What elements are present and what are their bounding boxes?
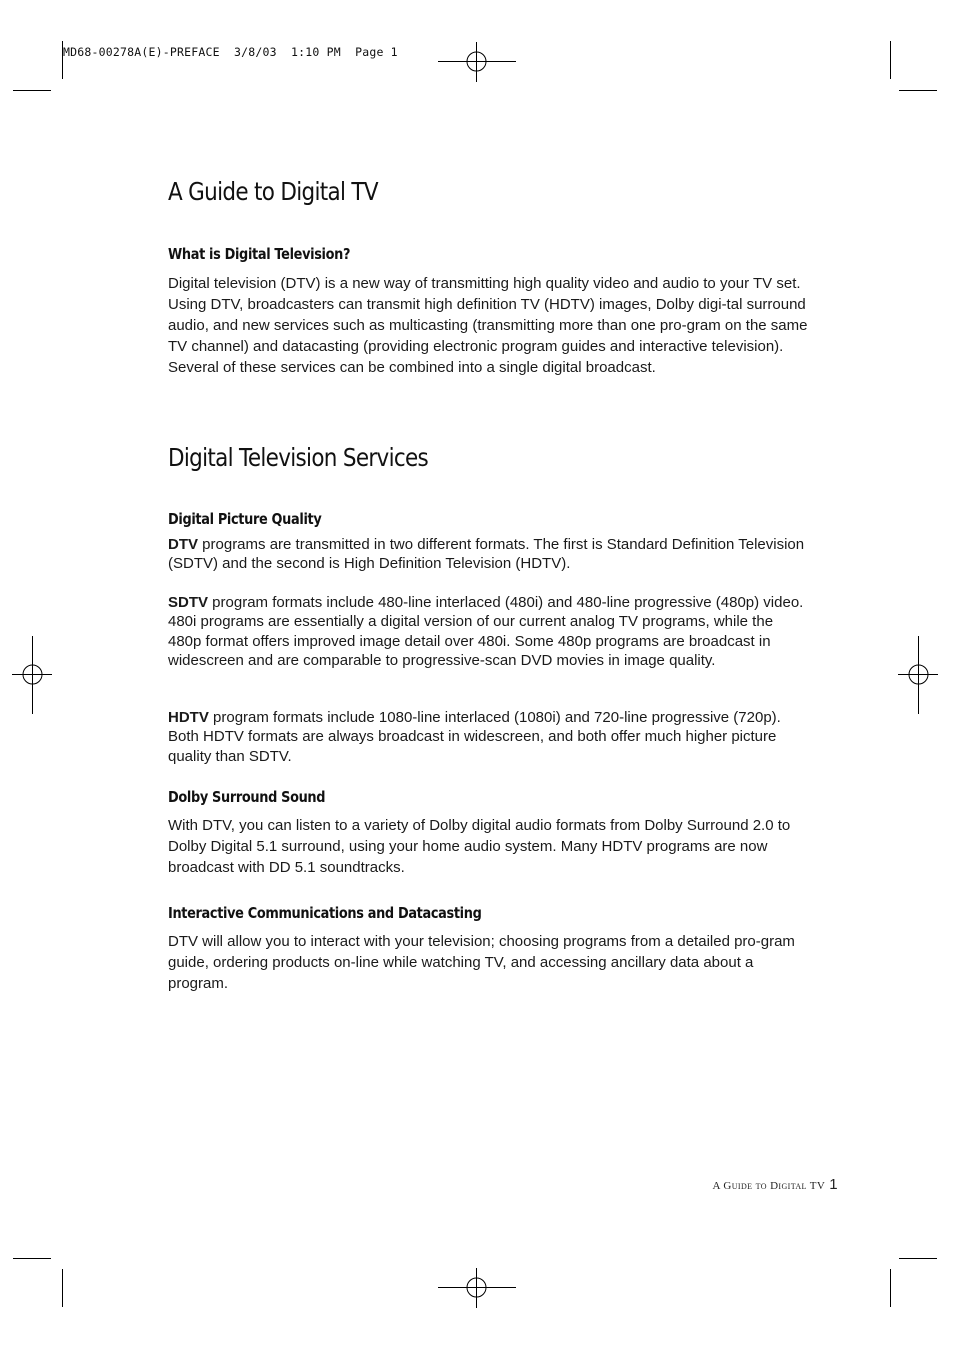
dolby-heading: Dolby Surround Sound bbox=[168, 788, 326, 806]
sdtv-paragraph bbox=[168, 593, 808, 671]
crop-mark-top-right-v bbox=[890, 41, 891, 79]
crop-mark-bottom-left-h bbox=[13, 1258, 51, 1259]
registration-mark-right-icon bbox=[898, 636, 938, 714]
dolby-paragraph: With DTV, you can listen to a variety of Dolby digital audio formats from Dolby Surround 2.0 to Dolby Digital 5.1 surround, using your home audio system. Many HDTV programs are now broadcast with DD 5.1 soundtracks. bbox=[168, 817, 791, 876]
hdtv-paragraph bbox=[168, 708, 808, 766]
dtv-term: DTV bbox=[168, 536, 198, 553]
interactive-paragraph: DTV will allow you to interact with your television; choosing programs from a detailed pro-gram guide, ordering products on-line while watching TV, and accessing ancillary data about a program. bbox=[168, 933, 795, 992]
dtv-text: programs are transmitted in two different formats. The first is Standard Definition Television (SDTV) and the second is High Definition Television (HDTV). bbox=[168, 536, 805, 573]
guide-title: A Guide to Digital TV bbox=[168, 177, 378, 206]
dtv-paragraph bbox=[168, 535, 808, 574]
picture-quality-heading: Digital Picture Quality bbox=[168, 510, 322, 528]
sdtv-text: program formats include 480-line interlaced (480i) and 480-line progressive (480p) video. 480i programs are essentially a digital version of our current analog TV programs, while the 480p format offers improved image detail over 480i. Some 480p programs are broadcast in widescreen and are comparable to progressive-scan DVD movies in image quality. bbox=[168, 594, 804, 670]
hdtv-term: HDTV bbox=[168, 709, 209, 726]
crop-mark-top-left-h bbox=[13, 90, 51, 91]
registration-mark-bottom-icon bbox=[438, 1268, 516, 1308]
crop-mark-top-right-h bbox=[899, 90, 937, 91]
page-number: 1 bbox=[829, 1176, 838, 1193]
crop-mark-bottom-right-v bbox=[890, 1269, 891, 1307]
hdtv-text: program formats include 1080-line interlaced (1080i) and 720-line progressive (720p). Both HDTV formats are always broadcast in widescreen, and both offer much higher picture quality than SDTV. bbox=[168, 709, 781, 765]
printer-slug: MD68-00278A(E)-PREFACE 3/8/03 1:10 PM Page 1 bbox=[63, 45, 398, 59]
page-footer bbox=[713, 1176, 838, 1193]
what-is-dtv-heading: What is Digital Television? bbox=[168, 245, 351, 263]
registration-mark-top-icon bbox=[438, 42, 516, 82]
running-footer-title: A Guide to Digital TV bbox=[712, 1180, 826, 1192]
what-is-dtv-paragraph: Digital television (DTV) is a new way of transmitting high quality video and audio to your TV set. Using DTV, broadcasters can transmit high definition TV (HDTV) images, Dolby digi-tal surround audio, and new services such as multicasting (transmitting more than one pro-gram on the same TV channel) and datacasting (providing electronic program guides and interactive television). Several of these services can be combined into a single digital broadcast. bbox=[168, 275, 808, 376]
interactive-heading: Interactive Communications and Datacasting bbox=[168, 904, 482, 922]
sdtv-term: SDTV bbox=[168, 594, 209, 611]
services-title: Digital Television Services bbox=[168, 443, 429, 472]
crop-mark-top-left-v bbox=[62, 41, 63, 79]
crop-mark-bottom-right-h bbox=[899, 1258, 937, 1259]
registration-mark-left-icon bbox=[12, 636, 52, 714]
crop-mark-bottom-left-v bbox=[62, 1269, 63, 1307]
